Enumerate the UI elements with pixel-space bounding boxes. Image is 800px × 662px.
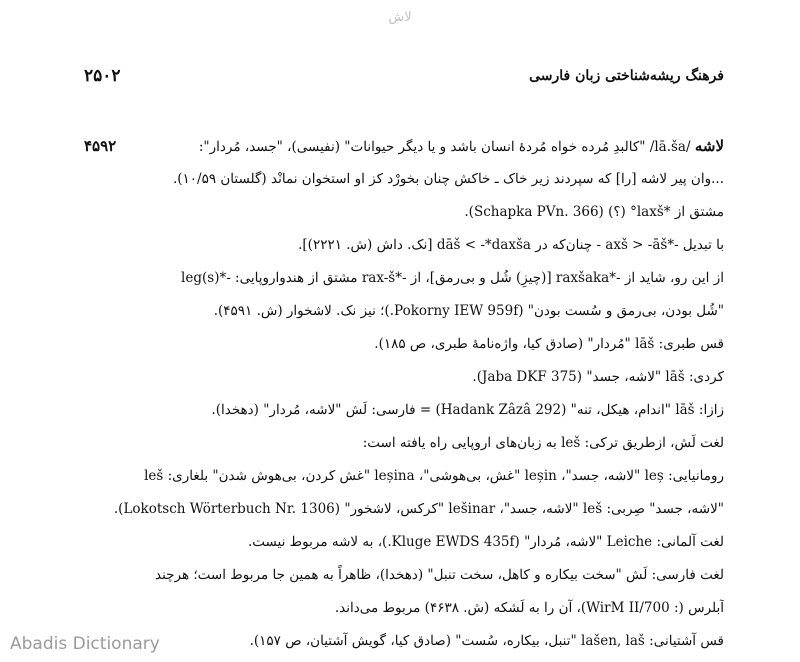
entry-line: لغت آلمانی: Leiche "لاشه، مُردار" (Kluge EWDS 435f.)، به لاشه مربوط نیست. — [247, 534, 724, 550]
page-header — [84, 66, 724, 92]
entry-line: قس طبری: lāš "مُردار" (صادق کیا، واژه‌نامهٔ طبری، ص ۱۸۵). — [374, 336, 724, 352]
entry-heading-group — [199, 130, 724, 163]
headword: لاشه — [694, 137, 724, 155]
transcription: /lā.ša/ — [649, 139, 691, 155]
entry-line: از این رو، شاید از -*raxšaka [(چیزِ) شُل و بی‌رمق]، از -*rax-š مشتق از هندواروپایی: -*(s)leg — [181, 270, 724, 286]
entry-line: مشتق از *laxš° (؟) (Schapka PVn. 366). — [464, 204, 724, 220]
entry-line: لغت لَش، ازطریق ترکی: leš به زبان‌های اروپایی راه یافته است: — [362, 435, 724, 451]
entry-line: با تبدیل -*axš > -āš - چنان‌که در dāš < -*daxša [نک. داش (ش. ۲۲۲۱)]. — [298, 237, 724, 253]
entry-line: قس آشتیانی: lašen, laš "تنبل، بیکاره، سُست" (صادق کیا، گویش آشتیان، ص ۱۵۷). — [249, 633, 724, 649]
site-title: لاش — [388, 10, 412, 25]
dictionary-entry — [84, 130, 724, 660]
entry-number: ۴۵۹۲ — [84, 137, 117, 155]
entry-line-1: "کالبدِ مُرده خواه مُردهٔ انسان باشد و یا دیگر حیوانات" (نفیسی)، "جسد، مُردار": — [198, 139, 646, 155]
entry-line: آبلرس (: WirM II/700)، آن را به لَشکه (ش. ۴۶۳۸) مربوط می‌داند. — [334, 600, 724, 616]
entry-line: "لاشه، جسد" صِربی: leš "لاشه، جسد"، lešinar "کرکس، لاشخور" (Lokotsch Wörterbuch Nr. 1306). — [113, 501, 724, 517]
entry-line: کردی: lāš "لاشه، جسد" (Jaba DKF 375). — [472, 369, 724, 385]
entry-line: زازا: lāš "اندام، هیکل، تنه" (Hadank Zâzâ 292) = فارسی: لَش "لاشه، مُردار" (دهخدا). — [211, 402, 724, 418]
entry-first-line — [84, 130, 724, 163]
watermark: Abadis Dictionary — [10, 634, 160, 654]
entry-line: "شُل بودن، بی‌رمق و سُست بودن" (Pokorny IEW 959f.)؛ نیز نک. لاشخوار (ش. ۴۵۹۱). — [213, 303, 724, 319]
entry-line: رومانیایی: leș "لاشه، جسد"، leșin "غش، بی‌هوشی"، leșina "غش کردن، بی‌هوش شدن" بلغاری: leš — [144, 468, 724, 484]
entry-line: لغت فارسی: لَش "سخت بیکاره و کاهل، سخت تنبل" (دهخدا)، ظاهراً به همین جا مربوط است؛ هرچند — [155, 567, 724, 583]
book-title: فرهنگ ریشه‌شناختی زبان فارسی — [529, 68, 724, 84]
page-number: ۲۵۰۲ — [84, 66, 121, 86]
entry-line: ...وان پیر لاشه [را] که سپردند زیر خاک ـ خاکش چنان بخورْد کز او استخوان نمانْد (گلستان ۱۰/۵۹). — [172, 171, 724, 187]
